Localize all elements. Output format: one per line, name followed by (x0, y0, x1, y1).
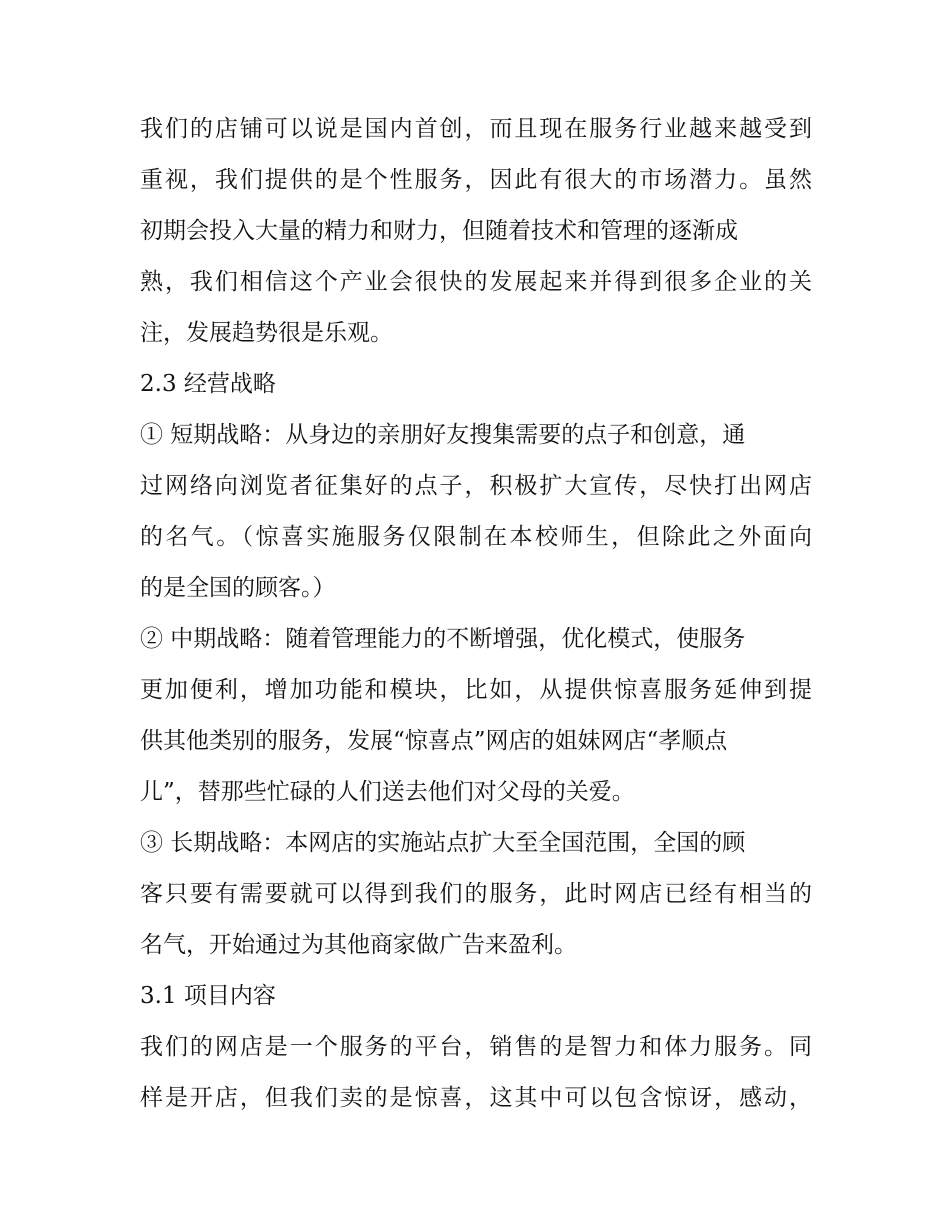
section-heading-strategy: 2.3 经营战略 (140, 371, 276, 397)
project-content-line-1: 我们的网店是一个服务的平台，销售的是智力和体力服务。同 (140, 1034, 812, 1060)
strategy-short-term-line-1: ① 短期战略：从身边的亲朋好友搜集需要的点子和创意，通 (140, 422, 746, 448)
strategy-long-term-line-3: 名气，开始通过为其他商家做广告来盈利。 (140, 932, 577, 958)
paragraph-line-5: 注，发展趋势很是乐观。 (140, 320, 393, 346)
paragraph-line-3: 初期会投入大量的精力和财力，但随着技术和管理的逐渐成 (140, 218, 738, 244)
strategy-mid-term-line-3: 供其他类别的服务，发展“惊喜点”网店的姐妹网店“孝顺点 (140, 728, 728, 754)
strategy-long-term-line-1: ③ 长期战略：本网店的实施站点扩大至全国范围，全国的顾 (140, 830, 746, 856)
strategy-short-term-line-2: 过网络向浏览者征集好的点子，积极扩大宣传，尽快打出网店 (140, 473, 812, 499)
strategy-short-term-line-4: 的是全国的顾客。） (140, 575, 336, 601)
paragraph-line-2: 重视，我们提供的是个性服务，因此有很大的市场潜力。虽然 (140, 167, 812, 193)
strategy-long-term-line-2: 客只要有需要就可以得到我们的服务，此时网店已经有相当的 (140, 881, 812, 907)
strategy-mid-term-line-1: ② 中期战略：随着管理能力的不断增强，优化模式，使服务 (140, 626, 746, 652)
document-body (140, 104, 812, 1124)
strategy-short-term-line-3: 的名气。（惊喜实施服务仅限制在本校师生，但除此之外面向 (140, 524, 812, 550)
strategy-mid-term-line-4: 儿”，替那些忙碌的人们送去他们对父母的关爱。 (140, 779, 635, 805)
strategy-mid-term-line-2: 更加便利，增加功能和模块，比如，从提供惊喜服务延伸到提 (140, 677, 812, 703)
paragraph-line-4: 熟，我们相信这个产业会很快的发展起来并得到很多企业的关 (140, 269, 812, 295)
project-content-line-2: 样是开店，但我们卖的是惊喜，这其中可以包含惊讶，感动， (140, 1085, 812, 1111)
paragraph-line-1: 我们的店铺可以说是国内首创，而且现在服务行业越来越受到 (140, 116, 812, 142)
section-heading-project-content: 3.1 项目内容 (140, 983, 276, 1009)
